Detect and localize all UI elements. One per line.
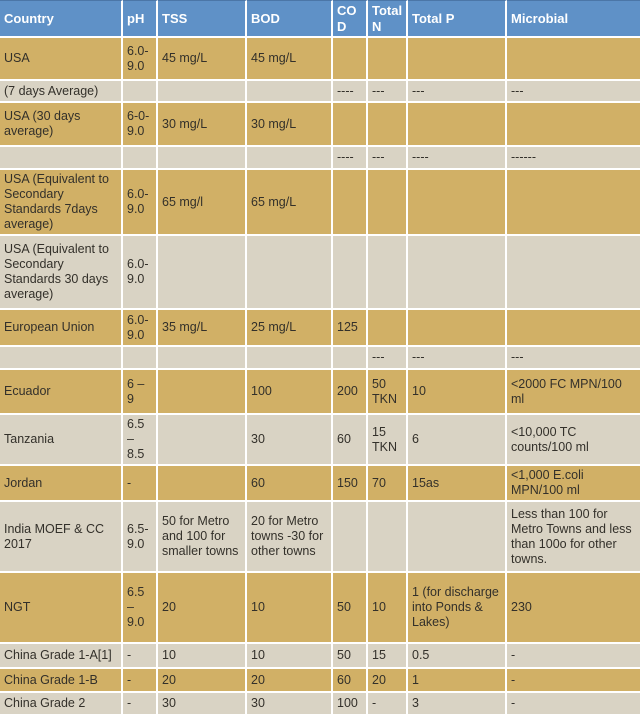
cell-tss: 10 [158, 644, 247, 669]
cell-country [0, 347, 123, 370]
cell-country: USA (30 days average) [0, 103, 123, 147]
cell-ph [123, 147, 158, 170]
cell-cod [333, 170, 368, 236]
cell-microbial: --- [507, 347, 640, 370]
cell-microbial: - [507, 669, 640, 693]
cell-ph: 6.0-9.0 [123, 310, 158, 347]
cell-cod: 100 [333, 693, 368, 714]
cell-total_n: --- [368, 147, 408, 170]
table-row [0, 502, 640, 573]
cell-total_n [368, 38, 408, 81]
cell-microbial: <10,000 TC counts/100 ml [507, 415, 640, 466]
table-row [0, 693, 640, 714]
table-row [0, 573, 640, 644]
header-row [0, 0, 640, 38]
cell-cod: 125 [333, 310, 368, 347]
cell-total_n: 15 TKN [368, 415, 408, 466]
table-row [0, 370, 640, 415]
cell-ph: 6.0-9.0 [123, 170, 158, 236]
cell-tss: 65 mg/l [158, 170, 247, 236]
cell-ph: 6-0-9.0 [123, 103, 158, 147]
cell-tss [158, 415, 247, 466]
table-row [0, 147, 640, 170]
table-row [0, 347, 640, 370]
cell-ph [123, 81, 158, 103]
cell-microbial [507, 103, 640, 147]
cell-tss: 30 [158, 693, 247, 714]
cell-tss: 20 [158, 573, 247, 644]
cell-total_p: --- [408, 347, 507, 370]
cell-country: China Grade 2 [0, 693, 123, 714]
header-cell-cod: COD [333, 0, 368, 38]
cell-microbial [507, 170, 640, 236]
cell-country: India MOEF & CC 2017 [0, 502, 123, 573]
cell-tss: 50 for Metro and 100 for smaller towns [158, 502, 247, 573]
cell-cod [333, 103, 368, 147]
cell-total_p [408, 236, 507, 310]
cell-cod [333, 347, 368, 370]
cell-tss: 35 mg/L [158, 310, 247, 347]
cell-bod [247, 236, 333, 310]
cell-total_n [368, 103, 408, 147]
cell-country [0, 147, 123, 170]
cell-country: Ecuador [0, 370, 123, 415]
cell-total_p: 15as [408, 466, 507, 502]
cell-total_p [408, 502, 507, 573]
cell-total_p [408, 103, 507, 147]
table-row [0, 310, 640, 347]
cell-bod: 20 [247, 669, 333, 693]
cell-bod: 45 mg/L [247, 38, 333, 81]
table-row [0, 415, 640, 466]
cell-bod [247, 147, 333, 170]
cell-bod: 30 [247, 415, 333, 466]
cell-cod [333, 38, 368, 81]
cell-microbial [507, 236, 640, 310]
header-cell-total_n: Total N [368, 0, 408, 38]
cell-country: China Grade 1-A[1] [0, 644, 123, 669]
table-row [0, 466, 640, 502]
cell-bod: 65 mg/L [247, 170, 333, 236]
cell-total_p: 1 [408, 669, 507, 693]
cell-total_n: 10 [368, 573, 408, 644]
header-cell-country: Country [0, 0, 123, 38]
cell-total_n: --- [368, 81, 408, 103]
cell-tss [158, 147, 247, 170]
cell-total_p: 1 (for discharge into Ponds & Lakes) [408, 573, 507, 644]
header-cell-tss: TSS [158, 0, 247, 38]
cell-country: (7 days Average) [0, 81, 123, 103]
cell-bod [247, 81, 333, 103]
cell-total_p: 3 [408, 693, 507, 714]
table-row [0, 103, 640, 147]
cell-country: European Union [0, 310, 123, 347]
cell-microbial: Less than 100 for Metro Towns and less than 100o for other towns. [507, 502, 640, 573]
cell-total_n: - [368, 693, 408, 714]
cell-bod: 60 [247, 466, 333, 502]
cell-tss: 20 [158, 669, 247, 693]
header-cell-microbial: Microbial [507, 0, 640, 38]
cell-cod: 150 [333, 466, 368, 502]
cell-bod: 100 [247, 370, 333, 415]
cell-microbial: ------ [507, 147, 640, 170]
cell-microbial [507, 310, 640, 347]
cell-bod: 30 [247, 693, 333, 714]
cell-microbial: <1,000 E.coli MPN/100 ml [507, 466, 640, 502]
cell-cod: 50 [333, 644, 368, 669]
header-cell-bod: BOD [247, 0, 333, 38]
cell-country: USA (Equivalent to Secondary Standards 7days average) [0, 170, 123, 236]
cell-ph [123, 347, 158, 370]
cell-bod: 25 mg/L [247, 310, 333, 347]
cell-tss [158, 466, 247, 502]
cell-total_p [408, 310, 507, 347]
cell-microbial: - [507, 693, 640, 714]
cell-ph: - [123, 693, 158, 714]
cell-tss: 45 mg/L [158, 38, 247, 81]
cell-total_n [368, 236, 408, 310]
cell-total_n: 70 [368, 466, 408, 502]
cell-tss [158, 81, 247, 103]
cell-ph: 6.5-9.0 [123, 502, 158, 573]
table-body [0, 38, 640, 714]
header-cell-ph: pH [123, 0, 158, 38]
cell-tss: 30 mg/L [158, 103, 247, 147]
table-row [0, 236, 640, 310]
cell-microbial: --- [507, 81, 640, 103]
cell-ph: - [123, 466, 158, 502]
cell-microbial: - [507, 644, 640, 669]
cell-country: USA (Equivalent to Secondary Standards 30 days average) [0, 236, 123, 310]
cell-cod: 200 [333, 370, 368, 415]
cell-total_n: --- [368, 347, 408, 370]
cell-country: NGT [0, 573, 123, 644]
cell-ph: 6 – 9 [123, 370, 158, 415]
cell-ph: 6.0-9.0 [123, 236, 158, 310]
table-row [0, 170, 640, 236]
cell-microbial [507, 38, 640, 81]
cell-country: Tanzania [0, 415, 123, 466]
cell-ph: 6.0-9.0 [123, 38, 158, 81]
cell-bod [247, 347, 333, 370]
cell-cod: ---- [333, 81, 368, 103]
table-row [0, 81, 640, 103]
table-row [0, 669, 640, 693]
cell-cod [333, 236, 368, 310]
cell-cod [333, 502, 368, 573]
cell-total_n: 20 [368, 669, 408, 693]
cell-total_n [368, 502, 408, 573]
header-cell-total_p: Total P [408, 0, 507, 38]
cell-total_p: 10 [408, 370, 507, 415]
cell-bod: 10 [247, 644, 333, 669]
cell-microbial: <2000 FC MPN/100 ml [507, 370, 640, 415]
cell-total_p [408, 170, 507, 236]
cell-total_p: 0.5 [408, 644, 507, 669]
cell-bod: 30 mg/L [247, 103, 333, 147]
cell-ph: - [123, 669, 158, 693]
cell-tss [158, 236, 247, 310]
cell-bod: 20 for Metro towns -30 for other towns [247, 502, 333, 573]
table-header [0, 0, 640, 38]
cell-cod: 60 [333, 669, 368, 693]
table-row [0, 38, 640, 81]
cell-total_p: ---- [408, 147, 507, 170]
cell-microbial: 230 [507, 573, 640, 644]
cell-country: China Grade 1-B [0, 669, 123, 693]
cell-total_n: 50 TKN [368, 370, 408, 415]
cell-cod: 60 [333, 415, 368, 466]
cell-cod: ---- [333, 147, 368, 170]
cell-total_p: --- [408, 81, 507, 103]
cell-total_p [408, 38, 507, 81]
cell-tss [158, 370, 247, 415]
cell-total_n: 15 [368, 644, 408, 669]
table-row [0, 644, 640, 669]
cell-ph: 6.5 – 8.5 [123, 415, 158, 466]
cell-total_n [368, 310, 408, 347]
cell-country: USA [0, 38, 123, 81]
cell-cod: 50 [333, 573, 368, 644]
cell-country: Jordan [0, 466, 123, 502]
cell-bod: 10 [247, 573, 333, 644]
cell-ph: - [123, 644, 158, 669]
cell-tss [158, 347, 247, 370]
cell-ph: 6.5 – 9.0 [123, 573, 158, 644]
cell-total_p: 6 [408, 415, 507, 466]
cell-total_n [368, 170, 408, 236]
